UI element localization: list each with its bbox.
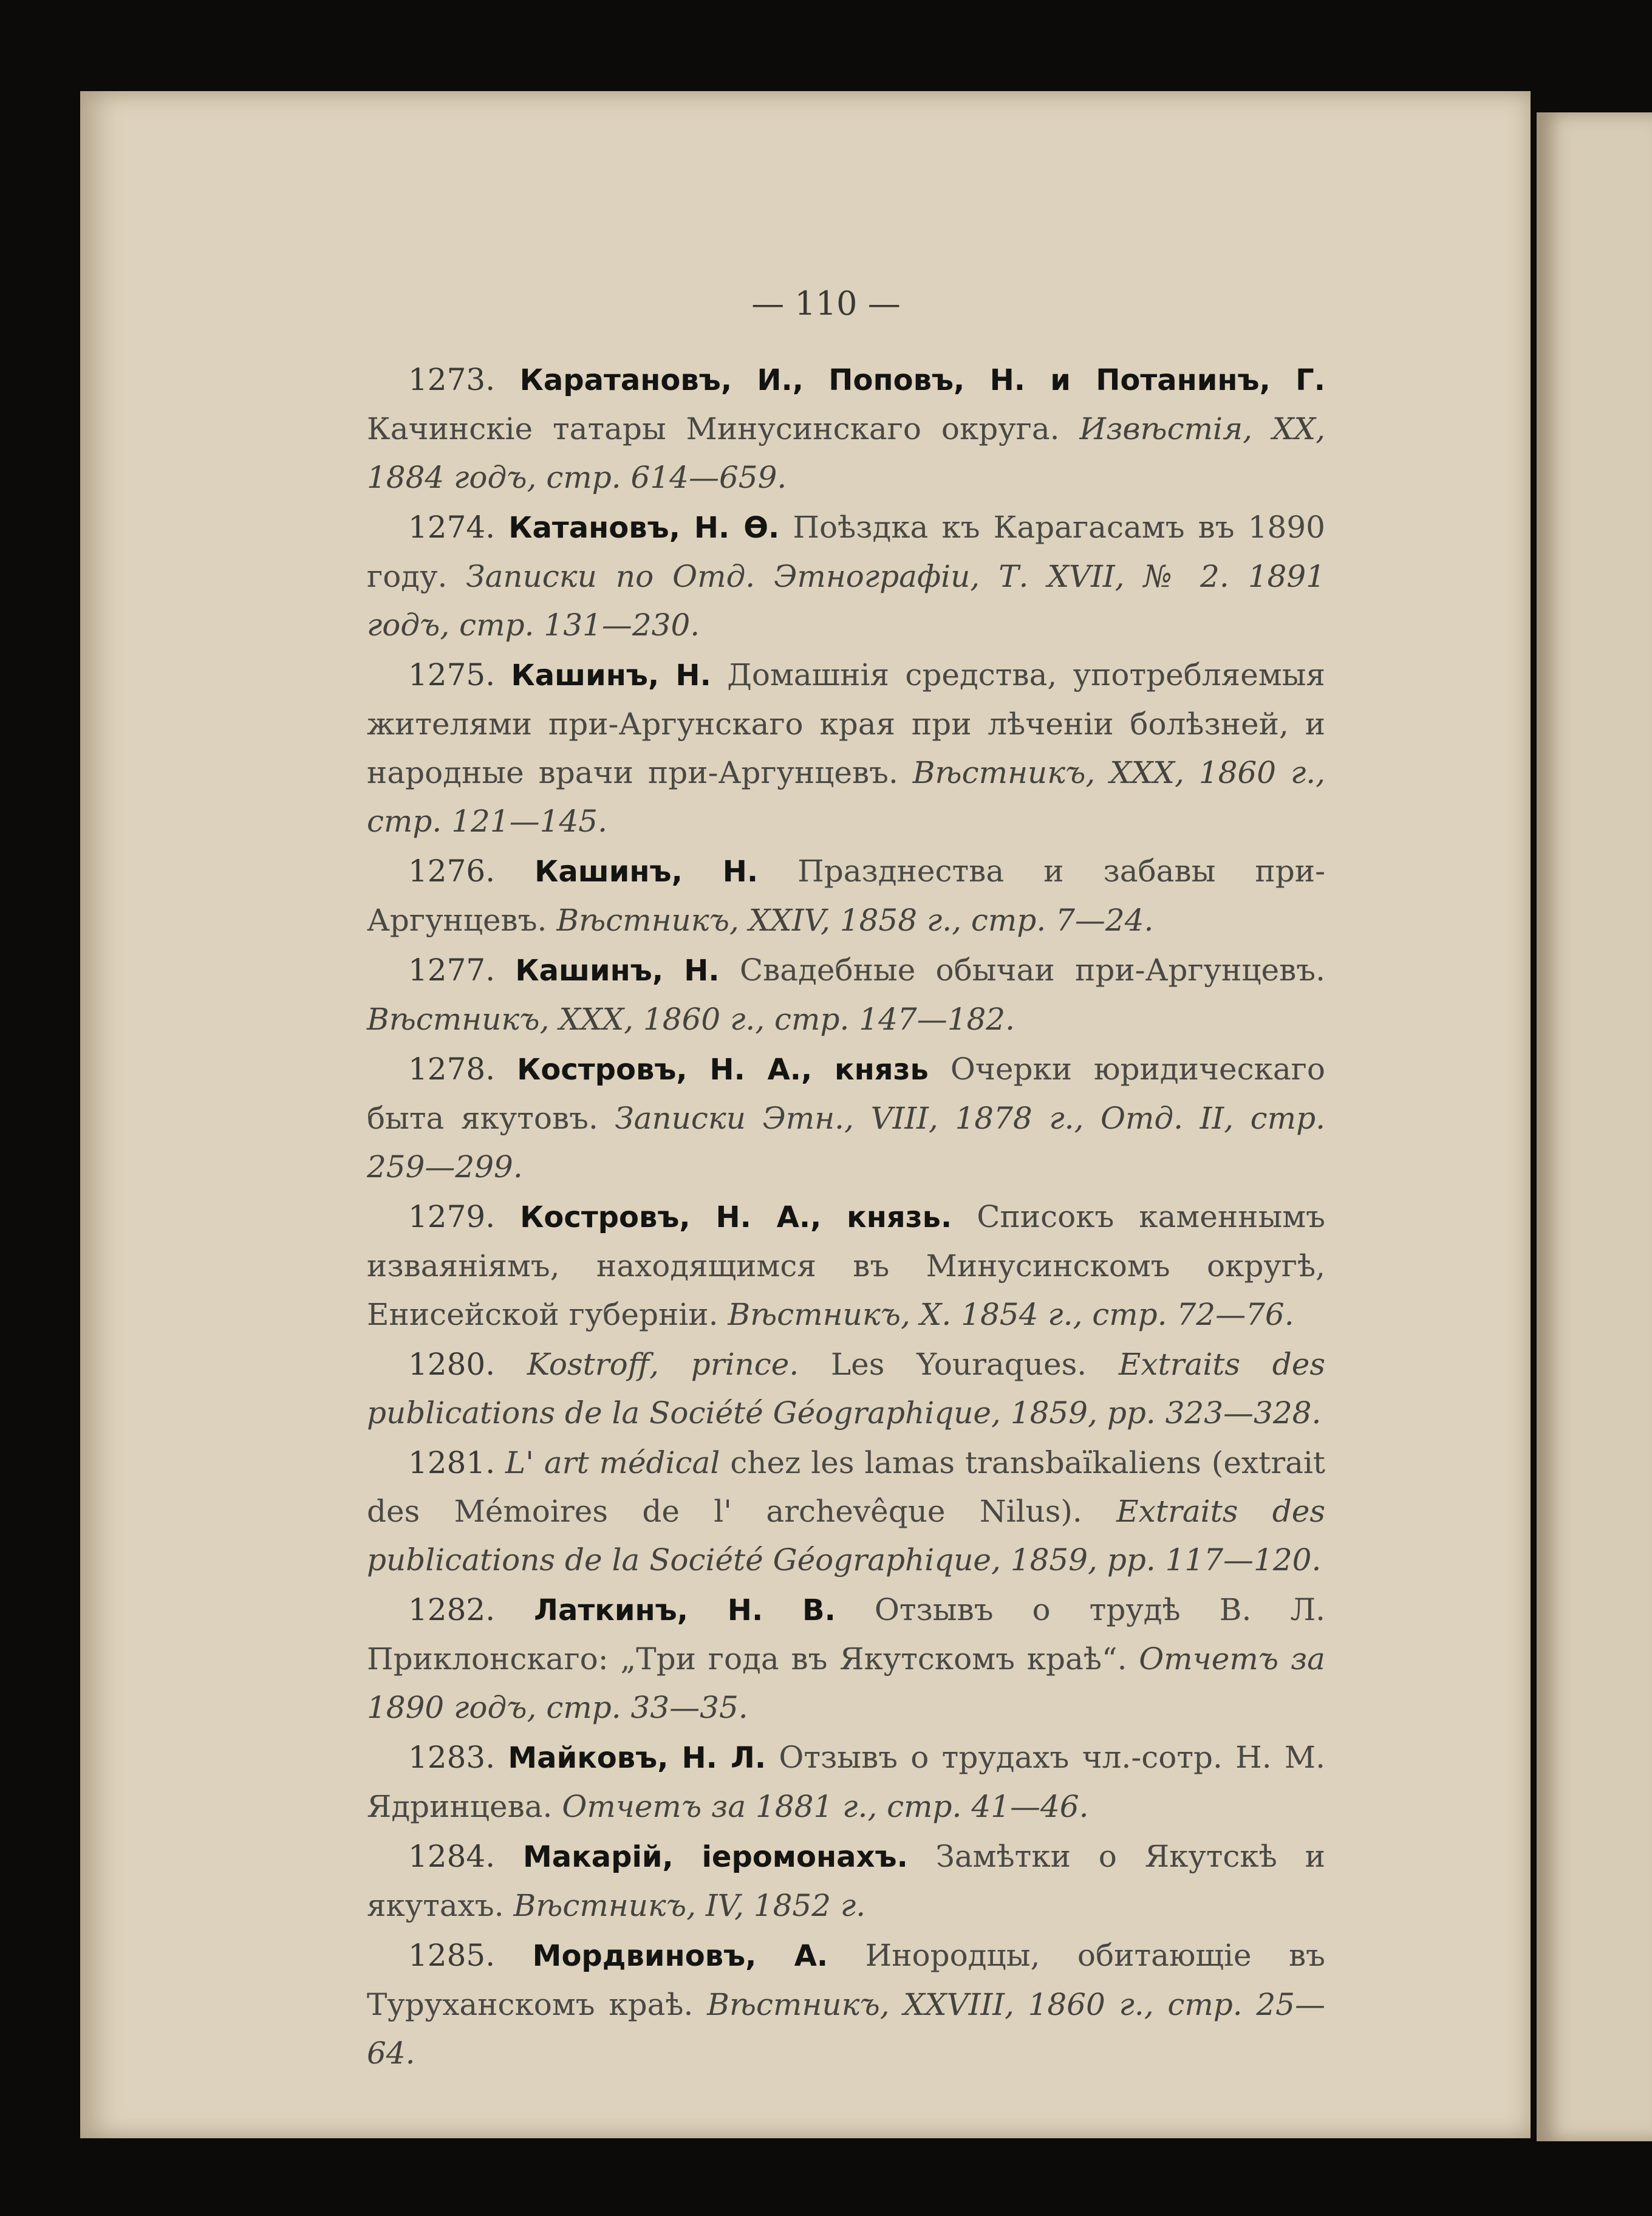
- entry-source: Вѣстникъ, XXIV, 1858 г., стр. 7—24.: [556, 903, 1154, 938]
- entry-number: 1278.: [408, 1052, 496, 1087]
- bibliography-entry: [367, 1192, 1325, 1339]
- entry-title: Свадебные обычаи при-Аргунцевъ.: [739, 952, 1325, 988]
- entry-source: Вѣстникъ, IV, 1852 г.: [513, 1888, 866, 1923]
- entry-number: 1273.: [408, 362, 496, 397]
- bibliography-entry: [367, 1931, 1325, 2078]
- entry-title: Очерки юридическаго быта якутовъ.: [367, 1052, 1325, 1136]
- entry-title: Празднества и забавы при-Аргунцевъ.: [367, 853, 1325, 938]
- entry-number: 1280.: [408, 1347, 496, 1382]
- bibliography-entry: [367, 1733, 1325, 1831]
- entry-source: Extraits des publications de la Société Géographique, 1859, pp. 117—120.: [367, 1494, 1325, 1578]
- entry-author: Латкинъ, Н. В.: [534, 1593, 836, 1627]
- bibliography-entry: [367, 503, 1325, 649]
- bibliography-entry: [367, 355, 1325, 502]
- page-number: — 110 —: [751, 284, 901, 323]
- entry-number: 1274.: [408, 510, 496, 545]
- entry-title: Качинскіе татары Минусинскаго округа.: [367, 411, 1060, 446]
- entry-number: 1277.: [408, 952, 496, 988]
- entry-author: Макарій, іеромонахъ.: [522, 1840, 908, 1874]
- bibliography-entry: [367, 946, 1325, 1044]
- entry-author: Kostroff, prince.: [527, 1347, 799, 1382]
- entry-source: Записки Этн., VIII, 1878 г., Отд. II, стр. 259—299.: [367, 1101, 1325, 1185]
- entry-source: Вѣстникъ, XXVIII, 1860 г., стр. 25—64.: [367, 1987, 1325, 2071]
- entry-title: Отзывъ о трудахъ чл.-сотр. Н. М. Ядринцева.: [367, 1740, 1325, 1824]
- entry-author: Кашинъ, Н.: [511, 658, 711, 692]
- entry-author: Каратановъ, И., Поповъ, Н. и Потанинъ, Г.: [519, 363, 1325, 397]
- entry-title: Инородцы, обитающіе въ Туруханскомъ краѣ.: [367, 1938, 1325, 2022]
- entry-source: Отчетъ за 1890 годъ, стр. 33—35.: [367, 1641, 1325, 1725]
- entry-title: Отзывъ о трудѣ В. Л. Приклонскаго: „Три года въ Якутскомъ краѣ“.: [367, 1592, 1325, 1677]
- entry-source: Вѣстникъ, XXX, 1860 г., стр. 121—145.: [367, 755, 1325, 839]
- entry-number: 1283.: [408, 1740, 496, 1775]
- entry-source: Вѣстникъ, X. 1854 г., стр. 72—76.: [728, 1297, 1294, 1332]
- bibliography-entry: [367, 1438, 1325, 1584]
- entry-number: 1281.: [408, 1445, 496, 1480]
- entry-source: Отчетъ за 1881 г., стр. 41—46.: [562, 1789, 1089, 1824]
- entry-title: Списокъ каменнымъ изваяніямъ, находящимся въ Минусинскомъ округѣ, Енисейской губерніи.: [367, 1199, 1325, 1332]
- entry-title: Поѣздка къ Карагасамъ въ 1890 году.: [367, 510, 1325, 594]
- entry-author: Мордвиновъ, А.: [532, 1939, 828, 1973]
- entry-source: Извѣстія, XX, 1884 годъ, стр. 614—659.: [367, 411, 1325, 495]
- entry-author: Кашинъ, Н.: [515, 954, 720, 988]
- bibliography-entry: [367, 1045, 1325, 1191]
- entry-number: 1276.: [408, 853, 496, 889]
- entry-author: Катановъ, Н. Ѳ.: [508, 511, 780, 545]
- entry-number: 1275.: [408, 657, 496, 692]
- bibliography-entry: [367, 1340, 1325, 1437]
- bibliography-entry: [367, 1585, 1325, 1732]
- entry-author: Майковъ, Н. Л.: [508, 1741, 766, 1775]
- entry-author: Костровъ, Н. А., князь.: [520, 1200, 952, 1234]
- entry-number: 1284.: [408, 1839, 496, 1874]
- entry-author: Костровъ, Н. А., князь: [517, 1053, 929, 1087]
- entry-title: Замѣтки о Якутскѣ и якутахъ.: [367, 1839, 1325, 1923]
- entry-title-italic: L' art médical: [505, 1445, 720, 1480]
- entry-title: chez les lamas transbaïkaliens (extrait des Mémoires de l' archevêque Nilus).: [367, 1445, 1325, 1529]
- entry-source: Extraits des publications de la Société Géographique, 1859, pp. 323—328.: [367, 1347, 1325, 1431]
- entry-number: 1279.: [408, 1199, 496, 1234]
- entry-author: Кашинъ, Н.: [534, 855, 759, 889]
- entry-title: Домашнія средства, употребляемыя жителями при-Аргунскаго края при лѣченіи болѣзней, и народные врачи при-Аргунцевъ.: [367, 657, 1325, 790]
- entry-title: Les Youraques.: [830, 1347, 1087, 1382]
- entry-number: 1285.: [408, 1938, 496, 1973]
- bibliography-entry: [367, 847, 1325, 945]
- bibliography-list: [367, 355, 1325, 2078]
- entry-source: Записки по Отд. Этнографіи, Т. XVII, № 2. 1891 годъ, стр. 131—230.: [367, 559, 1325, 643]
- entry-source: Вѣстникъ, XXX, 1860 г., стр. 147—182.: [367, 1002, 1015, 1037]
- facing-page-edge: [1537, 112, 1652, 2141]
- entry-number: 1282.: [408, 1592, 496, 1627]
- bibliography-entry: [367, 651, 1325, 846]
- bibliography-entry: [367, 1832, 1325, 1930]
